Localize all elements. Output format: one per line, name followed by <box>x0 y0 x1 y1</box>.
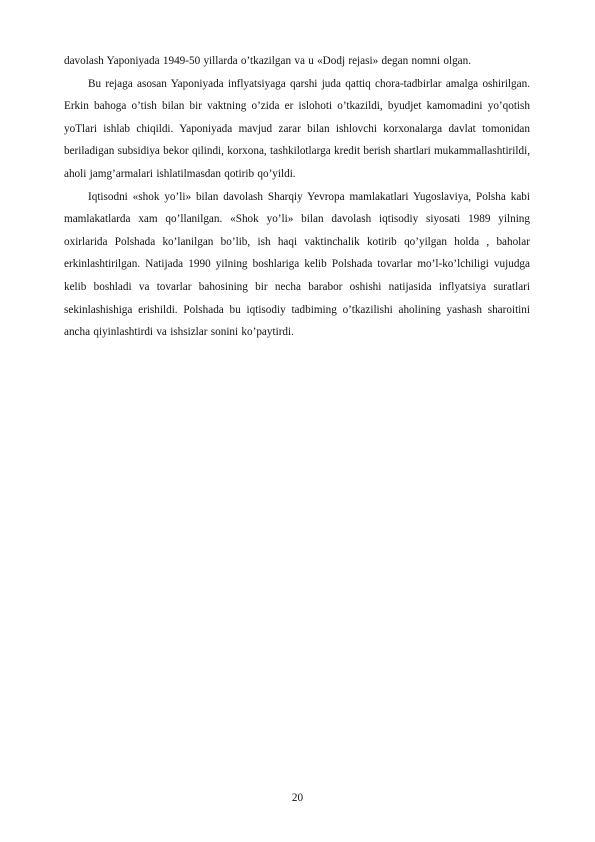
page-body <box>64 50 530 344</box>
paragraph-dodge-plan: Bu rejaga asosan Yaponiyada inflyatsiyaga qarshi juda qattiq chora-tadbirlar amalga oshirilgan. Erkin bahoga o’tish bilan bir vaktning o’zida er islohoti o’tkazildi, byudjet kamomadini yo’qotish yoTlari ishlab chiqildi. Yaponiyada mavjud zarar bilan ishlovchi korxonalarga davlat tomonidan beriladigan subsidiya bekor qilindi, korxona, tashkilotlarga kredit berish shartlari mukammallashtirildi, aholi jamg’armalari ishlatilmasdan qotirib qo’yildi. <box>64 77 530 180</box>
paragraph-shock-therapy: Iqtisodni «shok yo’li» bilan davolash Sharqiy Yevropa mamlakatlari Yugoslaviya, Polsha kabi mamlakatlarda xam qo’llanilgan. «Shok yo’li» bilan davolash iqtisodiy siyosati 1989 yilning oxirlarida Polshada ko’lanilgan bo’lib, ish haqi vaktinchalik kotirib qo’yilgan holda , baholar erkinlashtirilgan. Natijada 1990 yilning boshlariga kelib Polshada tovarlar mo’l-ko’lchiligi vujudga kelib boshladi va tovarlar bahosining bir necha barabor oshishi natijasida inflyatsiya suratlari sekinlashishiga erishildi. Polshada bu iqtisodiy tadbiming o’tkazilishi aholining yashash sharoitini ancha qiyinlashtirdi va ishsizlar sonini ko’paytirdi. <box>64 190 530 339</box>
page-number: 20 <box>291 792 304 804</box>
paragraph-continuation: davolash Yaponiyada 1949-50 yillarda o’tkazilgan va u «Dodj rejasi» degan nomni olgan. <box>64 55 472 67</box>
